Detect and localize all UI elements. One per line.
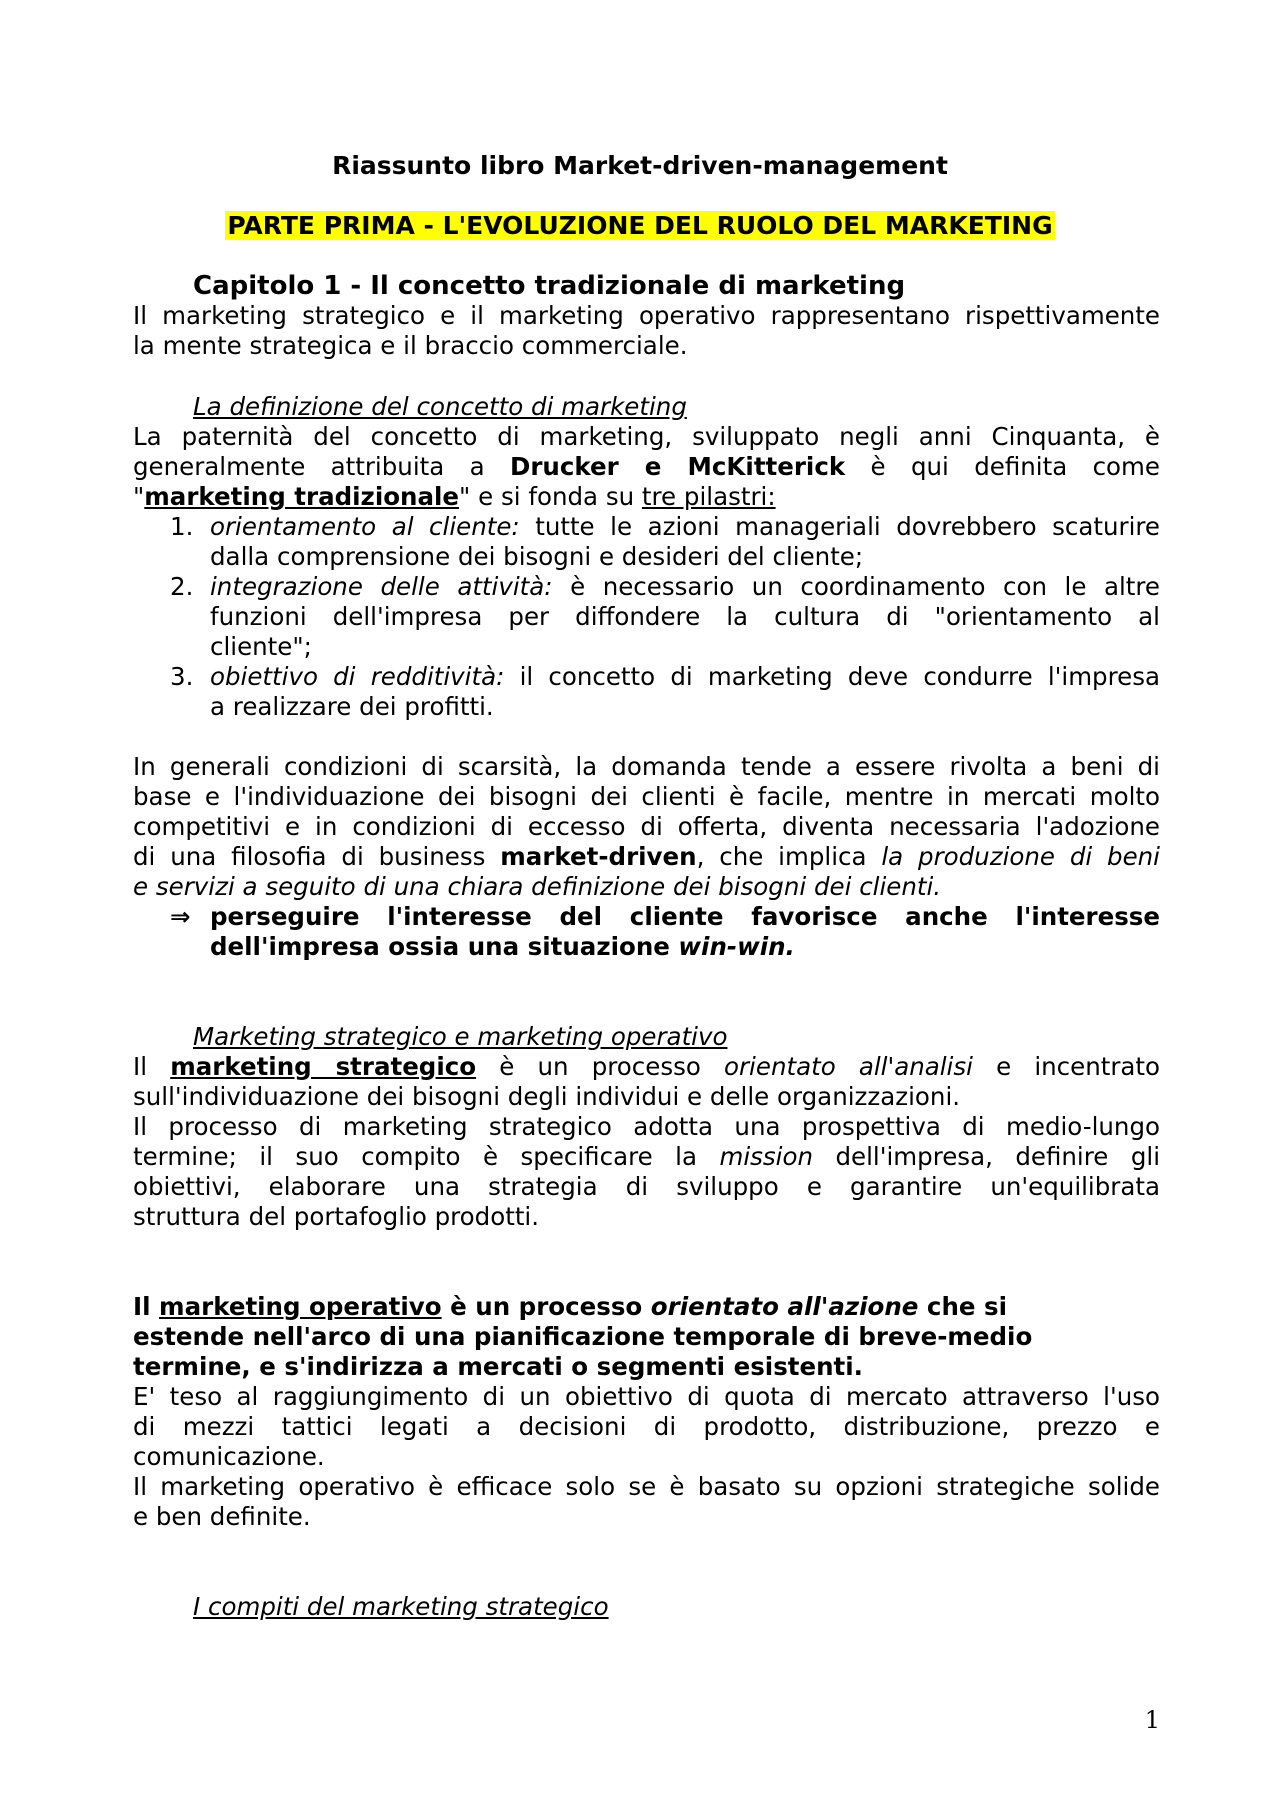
document-title: Riassunto libro Market-driven-management — [332, 151, 948, 180]
section-heading-strategic-operative: Marketing strategico e marketing operativo — [193, 1022, 728, 1051]
scarcity-line: base e l'individuazione dei bisogni dei clienti è facile, mentre in mercati molto — [133, 782, 1160, 811]
text-line: Il marketing strategico e il marketing operativo rappresentano rispettivamente — [133, 301, 1160, 330]
operative-line: estende nell'arco di una pianificazione temporale di breve-medio — [133, 1322, 1033, 1351]
scarcity-line: di una filosofia di business market-driven, che implica la produzione di beni — [133, 842, 1160, 871]
text-line: la mente strategica e il braccio commerciale. — [133, 331, 688, 360]
strategic-line: Il marketing strategico è un processo orientato all'analisi e incentrato — [133, 1052, 1161, 1081]
strategic-line: struttura del portafoglio prodotti. — [133, 1202, 540, 1231]
scarcity-line: In generali condizioni di scarsità, la domanda tende a essere rivolta a beni di — [133, 752, 1160, 781]
page-number: 1 — [1144, 1706, 1160, 1734]
scarcity-line: competitivi e in condizioni di eccesso di offerta, diventa necessaria l'adozione — [133, 812, 1160, 841]
term-marketing-tradizionale: marketing tradizionale — [144, 482, 460, 511]
operative-line: termine, e s'indirizza a mercati o segmenti esistenti. — [133, 1352, 863, 1381]
term-marketing-operativo: marketing operativo — [159, 1292, 442, 1321]
operative-line: Il marketing operativo è un processo orientato all'azione che si — [133, 1292, 1008, 1321]
term-marketing-strategico: marketing strategico — [170, 1052, 477, 1081]
intro-paragraph-end — [133, 331, 1160, 362]
list-item-cont: cliente"; — [210, 632, 312, 661]
list-item: obiettivo di redditività: il concetto di marketing deve condurre l'impresa — [210, 662, 1160, 691]
strategic-line: Il processo di marketing strategico adotta una prospettiva di medio-lungo — [133, 1112, 1160, 1141]
part-title — [0, 211, 1280, 242]
list-item-cont: a realizzare dei profitti. — [210, 692, 494, 721]
scarcity-line: e servizi a seguito di una chiara definizione dei bisogni dei clienti. — [133, 872, 942, 901]
list-item: orientamento al cliente: tutte le azioni manageriali dovrebbero scaturire — [210, 512, 1160, 541]
part-title-highlight: PARTE PRIMA - L'EVOLUZIONE DEL RUOLO DEL MARKETING — [227, 211, 1053, 240]
conclusion-line: perseguire l'interesse del cliente favorisce anche l'interesse — [210, 902, 1160, 931]
list-item-cont: dalla comprensione dei bisogni e desideri del cliente; — [210, 542, 864, 571]
operative-line: Il marketing operativo è efficace solo se è basato su opzioni strategiche solide — [133, 1472, 1160, 1501]
term-market-driven: market-driven — [500, 842, 697, 871]
section-heading-definition: La definizione del concetto di marketing — [193, 392, 687, 421]
definition-line: La paternità del concetto di marketing, sviluppato negli anni Cinquanta, è — [133, 422, 1160, 451]
list-number: 1. — [170, 512, 194, 541]
authors: Drucker e McKitterick — [509, 452, 846, 481]
operative-line: e ben definite. — [133, 1502, 311, 1531]
strategic-line: obiettivi, elaborare una strategia di sviluppo e garantire un'equilibrata — [133, 1172, 1160, 1201]
operative-line: E' teso al raggiungimento di un obiettivo di quota di mercato attraverso l'uso — [133, 1382, 1160, 1411]
intro-paragraph — [133, 301, 1160, 332]
section-heading-strategic-tasks: I compiti del marketing strategico — [193, 1592, 609, 1621]
strategic-line: sull'individuazione dei bisogni degli individui e delle organizzazioni. — [133, 1082, 961, 1111]
list-number: 2. — [170, 572, 194, 601]
definition-line: "marketing tradizionale" e si fonda su tre pilastri: — [133, 482, 776, 511]
operative-line: di mezzi tattici legati a decisioni di prodotto, distribuzione, prezzo e — [133, 1412, 1160, 1441]
list-item-cont: funzioni dell'impresa per diffondere la cultura di "orientamento al — [210, 602, 1160, 631]
definition-line: generalmente attribuita a Drucker e McKitterick è qui definita come — [133, 452, 1160, 481]
list-number: 3. — [170, 662, 194, 691]
operative-line: comunicazione. — [133, 1442, 325, 1471]
conclusion-line: dell'impresa ossia una situazione win-win. — [210, 932, 795, 961]
list-item: integrazione delle attività: è necessario un coordinamento con le altre — [210, 572, 1160, 601]
arrow-icon: ⇒ — [170, 902, 191, 931]
term-tre-pilastri: tre pilastri: — [641, 482, 776, 511]
strategic-line: termine; il suo compito è specificare la mission dell'impresa, definire gli — [133, 1142, 1160, 1171]
chapter-title: Capitolo 1 - Il concetto tradizionale di marketing — [193, 271, 906, 301]
